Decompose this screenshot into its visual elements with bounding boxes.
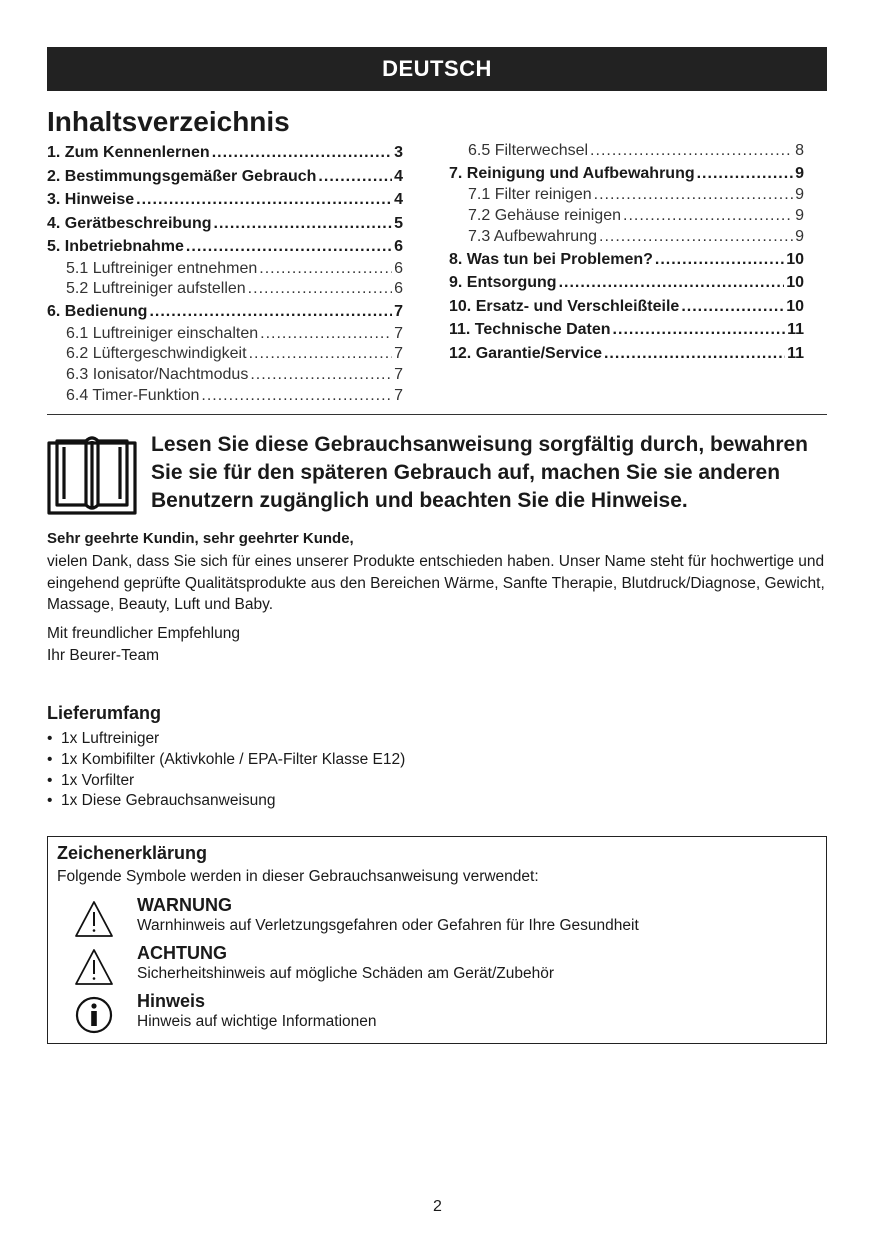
scope-heading: Lieferumfang bbox=[47, 703, 162, 723]
greeting: Sehr geehrte Kundin, sehr geehrter Kunde, bbox=[47, 530, 354, 547]
symbol-legend-box bbox=[47, 836, 827, 1044]
toc-entry bbox=[449, 227, 804, 248]
toc-entry-label: 5.2 Luftreiniger aufstellen bbox=[66, 280, 246, 298]
toc-entry bbox=[449, 206, 804, 227]
toc-entry-label: 6.1 Luftreiniger einschalten bbox=[66, 324, 259, 342]
toc-entry bbox=[47, 235, 403, 259]
toc-entry-page: 6 bbox=[394, 280, 403, 298]
toc-leader-dots bbox=[201, 386, 392, 407]
list-item-text: 1x Kombifilter (Aktivkohle / EPA-Filter Klasse E12) bbox=[61, 750, 406, 768]
list-item-text: 1x Vorfilter bbox=[61, 771, 135, 789]
toc-entry-label: 7. Reinigung und Aufbewahrung bbox=[449, 164, 695, 182]
toc-leader-dots bbox=[590, 141, 793, 162]
toc-leader-dots bbox=[559, 271, 785, 295]
toc-entry-label: 2. Bestimmungsgemäßer Gebrauch bbox=[47, 167, 317, 185]
toc-entry bbox=[449, 342, 804, 366]
toc-leader-dots bbox=[613, 318, 786, 342]
toc-entry-page: 9 bbox=[795, 186, 804, 204]
toc-entry bbox=[449, 318, 804, 342]
toc-leader-dots bbox=[260, 324, 392, 345]
toc-entry bbox=[47, 300, 403, 324]
toc-leader-dots bbox=[599, 227, 793, 248]
intro-paragraph: vielen Dank, dass Sie sich für eines unserer Produkte entschieden haben. Unser Name steht für hochwertige und eingehend geprüfte Qualitätsprodukte aus den Bereichen Wärme, Sanfte Therapie, Blutdruck/Diagnose, Gewicht, Massage, Beauty, Luft und Baby. bbox=[47, 553, 825, 613]
legend-item-warning bbox=[48, 895, 818, 941]
toc-entry-label: 1. Zum Kennenlernen bbox=[47, 144, 210, 161]
toc-entry-label: 6. Bedienung bbox=[47, 303, 148, 321]
toc-entry-page: 7 bbox=[394, 345, 403, 363]
warning-triangle-icon bbox=[74, 947, 114, 987]
toc-entry-page: 8 bbox=[795, 142, 804, 159]
bullet: • bbox=[47, 730, 53, 747]
toc-entry-label: 6.4 Timer-Funktion bbox=[66, 386, 200, 404]
toc-leader-dots bbox=[186, 235, 392, 259]
toc-entry-label: 11. Technische Daten bbox=[449, 321, 611, 339]
toc-entry-page: 9 bbox=[795, 207, 804, 225]
toc-entry-label: 3. Hinweise bbox=[47, 191, 135, 208]
list-item bbox=[47, 729, 405, 750]
toc-entry-label: 5.1 Luftreiniger entnehmen bbox=[66, 259, 258, 277]
toc-left-column bbox=[47, 141, 403, 407]
toc-leader-dots bbox=[318, 165, 392, 189]
toc-leader-dots bbox=[248, 279, 392, 300]
toc-leader-dots bbox=[594, 185, 793, 206]
toc-entry bbox=[47, 344, 403, 365]
toc-leader-dots bbox=[136, 188, 392, 212]
toc-entry bbox=[47, 188, 403, 212]
toc-entry-page: 3 bbox=[394, 144, 403, 161]
legend-desc: Warnhinweis auf Verletzungsgefahren oder Gefahren für Ihre Gesundheit bbox=[137, 917, 639, 934]
toc-leader-dots bbox=[697, 162, 793, 186]
toc-entry-page: 10 bbox=[786, 297, 804, 315]
toc-right-column bbox=[449, 141, 804, 365]
toc-entry-page: 6 bbox=[394, 259, 403, 277]
toc-entry-page: 10 bbox=[786, 274, 804, 292]
toc-entry bbox=[47, 279, 403, 300]
legend-title: Zeichenerklärung bbox=[57, 843, 208, 863]
toc-entry bbox=[47, 212, 403, 236]
toc-entry-page: 4 bbox=[394, 191, 403, 208]
toc-entry-page: 7 bbox=[394, 386, 403, 404]
toc-entry bbox=[449, 271, 804, 295]
toc-entry-label: 6.5 Filterwechsel bbox=[468, 142, 589, 159]
list-item bbox=[47, 750, 405, 771]
toc-entry-label: 6.2 Lüftergeschwindigkeit bbox=[66, 345, 247, 363]
toc-entry-label: 12. Garantie/Service bbox=[449, 344, 602, 362]
legend-item-note bbox=[48, 991, 818, 1037]
toc-leader-dots bbox=[604, 342, 785, 366]
toc-leader-dots bbox=[681, 295, 784, 319]
legend-desc: Sicherheitshinweis auf mögliche Schäden am Gerät/Zubehör bbox=[137, 965, 555, 982]
toc-entry bbox=[449, 162, 804, 186]
toc-entry bbox=[47, 386, 403, 407]
toc-entry-page: 10 bbox=[786, 250, 804, 268]
bullet: • bbox=[47, 750, 53, 768]
toc-entry-label: 6.3 Ionisator/Nachtmodus bbox=[66, 366, 249, 384]
toc-leader-dots bbox=[214, 212, 393, 236]
toc-entry-label: 7.1 Filter reinigen bbox=[468, 186, 592, 204]
toc-entry-page: 6 bbox=[394, 238, 403, 255]
language-header bbox=[47, 47, 827, 91]
toc-entry-page: 9 bbox=[795, 164, 804, 182]
toc-entry-label: 7.2 Gehäuse reinigen bbox=[468, 207, 621, 225]
list-item-text: 1x Luftreiniger bbox=[61, 730, 160, 747]
toc-leader-dots bbox=[259, 259, 392, 280]
toc-entry-page: 11 bbox=[787, 321, 804, 339]
open-book-icon bbox=[47, 433, 137, 515]
toc-leader-dots bbox=[212, 141, 392, 165]
toc-entry-label: 10. Ersatz- und Verschleißteile bbox=[449, 297, 680, 315]
legend-desc: Hinweis auf wichtige Informationen bbox=[137, 1013, 377, 1030]
toc-entry-page: 9 bbox=[795, 227, 804, 245]
list-item bbox=[47, 771, 405, 792]
legend-intro: Folgende Symbole werden in dieser Gebrauchsanweisung verwendet: bbox=[57, 868, 539, 885]
page-number: 2 bbox=[433, 1198, 442, 1215]
legend-name: Hinweis bbox=[137, 991, 206, 1011]
list-item-text: 1x Diese Gebrauchsanweisung bbox=[61, 792, 276, 810]
section-divider bbox=[47, 414, 827, 415]
toc-entry bbox=[449, 248, 804, 272]
toc-leader-dots bbox=[623, 206, 793, 227]
toc-entry bbox=[47, 141, 403, 165]
toc-entry-page: 11 bbox=[787, 344, 804, 362]
toc-entry bbox=[47, 365, 403, 386]
toc-entry-label: 5. Inbetriebnahme bbox=[47, 238, 184, 255]
language-label: DEUTSCH bbox=[382, 56, 492, 81]
toc-entry-page: 7 bbox=[394, 303, 403, 321]
toc-leader-dots bbox=[149, 300, 392, 324]
scope-list bbox=[47, 729, 405, 812]
toc-entry-label: 4. Gerätbeschreibung bbox=[47, 214, 212, 232]
toc-leader-dots bbox=[655, 248, 784, 272]
warning-triangle-icon bbox=[74, 899, 114, 939]
closing-line-2: Ihr Beurer-Team bbox=[47, 647, 159, 664]
toc-leader-dots bbox=[250, 365, 392, 386]
read-instructions-notice: Lesen Sie diese Gebrauchsanweisung sorgfältig durch, bewahren Sie sie für den späteren Gebrauch auf, machen Sie sie anderen Benutzern zugänglich und beachten Sie die Hinweise. bbox=[151, 433, 809, 512]
info-circle-icon bbox=[74, 995, 114, 1035]
toc-entry bbox=[449, 185, 804, 206]
toc-entry bbox=[47, 259, 403, 280]
list-item bbox=[47, 791, 405, 812]
toc-entry bbox=[449, 295, 804, 319]
toc-entry-page: 7 bbox=[394, 324, 403, 342]
toc-entry-page: 7 bbox=[394, 366, 403, 384]
toc-entry-page: 4 bbox=[394, 167, 403, 185]
legend-name: WARNUNG bbox=[137, 895, 232, 915]
toc-entry-page: 5 bbox=[394, 214, 403, 232]
toc-entry bbox=[47, 165, 403, 189]
toc-entry-label: 9. Entsorgung bbox=[449, 274, 557, 292]
toc-title: Inhaltsverzeichnis bbox=[47, 106, 290, 137]
toc-entry-label: 7.3 Aufbewahrung bbox=[468, 227, 597, 245]
legend-name: ACHTUNG bbox=[137, 943, 227, 963]
bullet: • bbox=[47, 771, 53, 789]
toc-entry bbox=[449, 141, 804, 162]
toc-entry bbox=[47, 324, 403, 345]
toc-leader-dots bbox=[249, 344, 393, 365]
toc-entry-label: 8. Was tun bei Problemen? bbox=[449, 250, 653, 268]
legend-item-caution bbox=[48, 943, 818, 989]
bullet: • bbox=[47, 792, 53, 810]
closing-line-1: Mit freundlicher Empfehlung bbox=[47, 625, 240, 642]
